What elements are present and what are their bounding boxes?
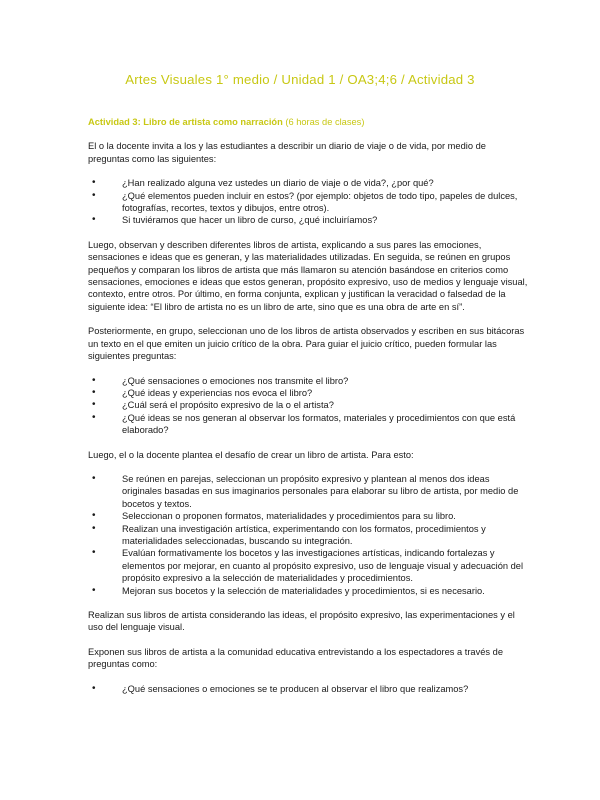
document-body: [88, 116, 528, 707]
exhibition-questions-list: [88, 683, 528, 695]
realization-paragraph: Realizan sus libros de artista considerando las ideas, el propósito expresivo, las experimentaciones y el uso del lenguaje visual.: [88, 610, 515, 633]
intro-questions-list: [88, 177, 528, 227]
activity-heading-hours: (6 horas de clases): [282, 117, 365, 127]
list-item: • ¿Han realizado alguna vez ustedes un diario de viaje o de vida?, ¿por qué?: [88, 177, 528, 189]
intro-paragraph: El o la docente invita a los y las estudiantes a describir un diario de viaje o de vida, por medio de preguntas como las siguientes:: [88, 141, 486, 164]
list-item: • Seleccionan o proponen formatos, materialidades y procedimientos para su libro.: [88, 510, 528, 522]
list-item: • Si tuviéramos que hacer un libro de curso, ¿qué incluiríamos?: [88, 214, 528, 226]
list-item: • ¿Qué ideas y experiencias nos evoca el libro?: [88, 387, 528, 399]
challenge-paragraph: Luego, el o la docente plantea el desafío de crear un libro de artista. Para esto:: [88, 449, 414, 460]
list-item: • Realizan una investigación artística, experimentando con los formatos, procedimientos y materialidades seleccionadas, buscando su integración.: [88, 523, 528, 548]
list-item: • Mejoran sus bocetos y la selección de materialidades y procedimientos, si es necesario.: [88, 585, 528, 597]
observation-paragraph: Luego, observan y describen diferentes libros de artista, explicando a sus pares las emociones, sensaciones e ideas que es generan, y las materialidades utilizadas. En seguida, se reúnen en grupos pequeños y comparan los libros de artista que más llamaron su atención basándose en criterios como sensaciones, emociones e ideas que estos generan, propósito expresivo, uso de medios y lenguaje visual, contexto, entre otros. Por último, en forma conjunta, explican y justifican la veracidad o falsedad de la siguiente idea: “El libro de artista no es un libro de arte, sino que es una obra de arte en sí”.: [88, 239, 528, 312]
list-item: • ¿Qué ideas se nos generan al observar los formatos, materiales y procedimientos con que está elaborado?: [88, 412, 528, 437]
list-item: • ¿Qué sensaciones o emociones se te producen al observar el libro que realizamos?: [88, 683, 528, 695]
activity-heading-title: Actividad 3: Libro de artista como narración: [88, 117, 283, 127]
list-item: • Evalúan formativamente los bocetos y las investigaciones artísticas, indicando fortalezas y elementos por mejorar, en cuanto al propósito expresivo, uso de lenguaje visual y adecuación del propósito expresivo a la selección de materialidades y procedimientos.: [88, 547, 528, 584]
exhibition-paragraph: Exponen sus libros de artista a la comunidad educativa entrevistando a los espectadores a través de preguntas como:: [88, 646, 503, 670]
document-header-title: Artes Visuales 1° medio / Unidad 1 / OA3;4;6 / Actividad 3: [125, 72, 475, 87]
critique-paragraph: Posteriormente, en grupo, seleccionan uno de los libros de artista observados y escriben en sus bitácoras un texto en el que emiten un juicio crítico de la obra. Para guiar el juicio crítico, pueden formular las siguientes preguntas:: [88, 326, 525, 362]
list-item: • Se reúnen en parejas, seleccionan un propósito expresivo y plantean al menos dos ideas originales basadas en sus imaginarios personales para elaborar su libro de artista, por medio de bocetos y textos.: [88, 473, 528, 510]
list-item: • ¿Cuál será el propósito expresivo de la o el artista?: [88, 399, 528, 411]
activity-heading: [88, 116, 528, 128]
list-item: • ¿Qué elementos pueden incluir en estos? (por ejemplo: objetos de todo tipo, papeles de dulces, fotografías, recortes, textos y dibujos, entre otros).: [88, 190, 528, 215]
critique-questions-list: [88, 375, 528, 437]
challenge-steps-list: [88, 473, 528, 597]
list-item: • ¿Qué sensaciones o emociones nos transmite el libro?: [88, 375, 528, 387]
